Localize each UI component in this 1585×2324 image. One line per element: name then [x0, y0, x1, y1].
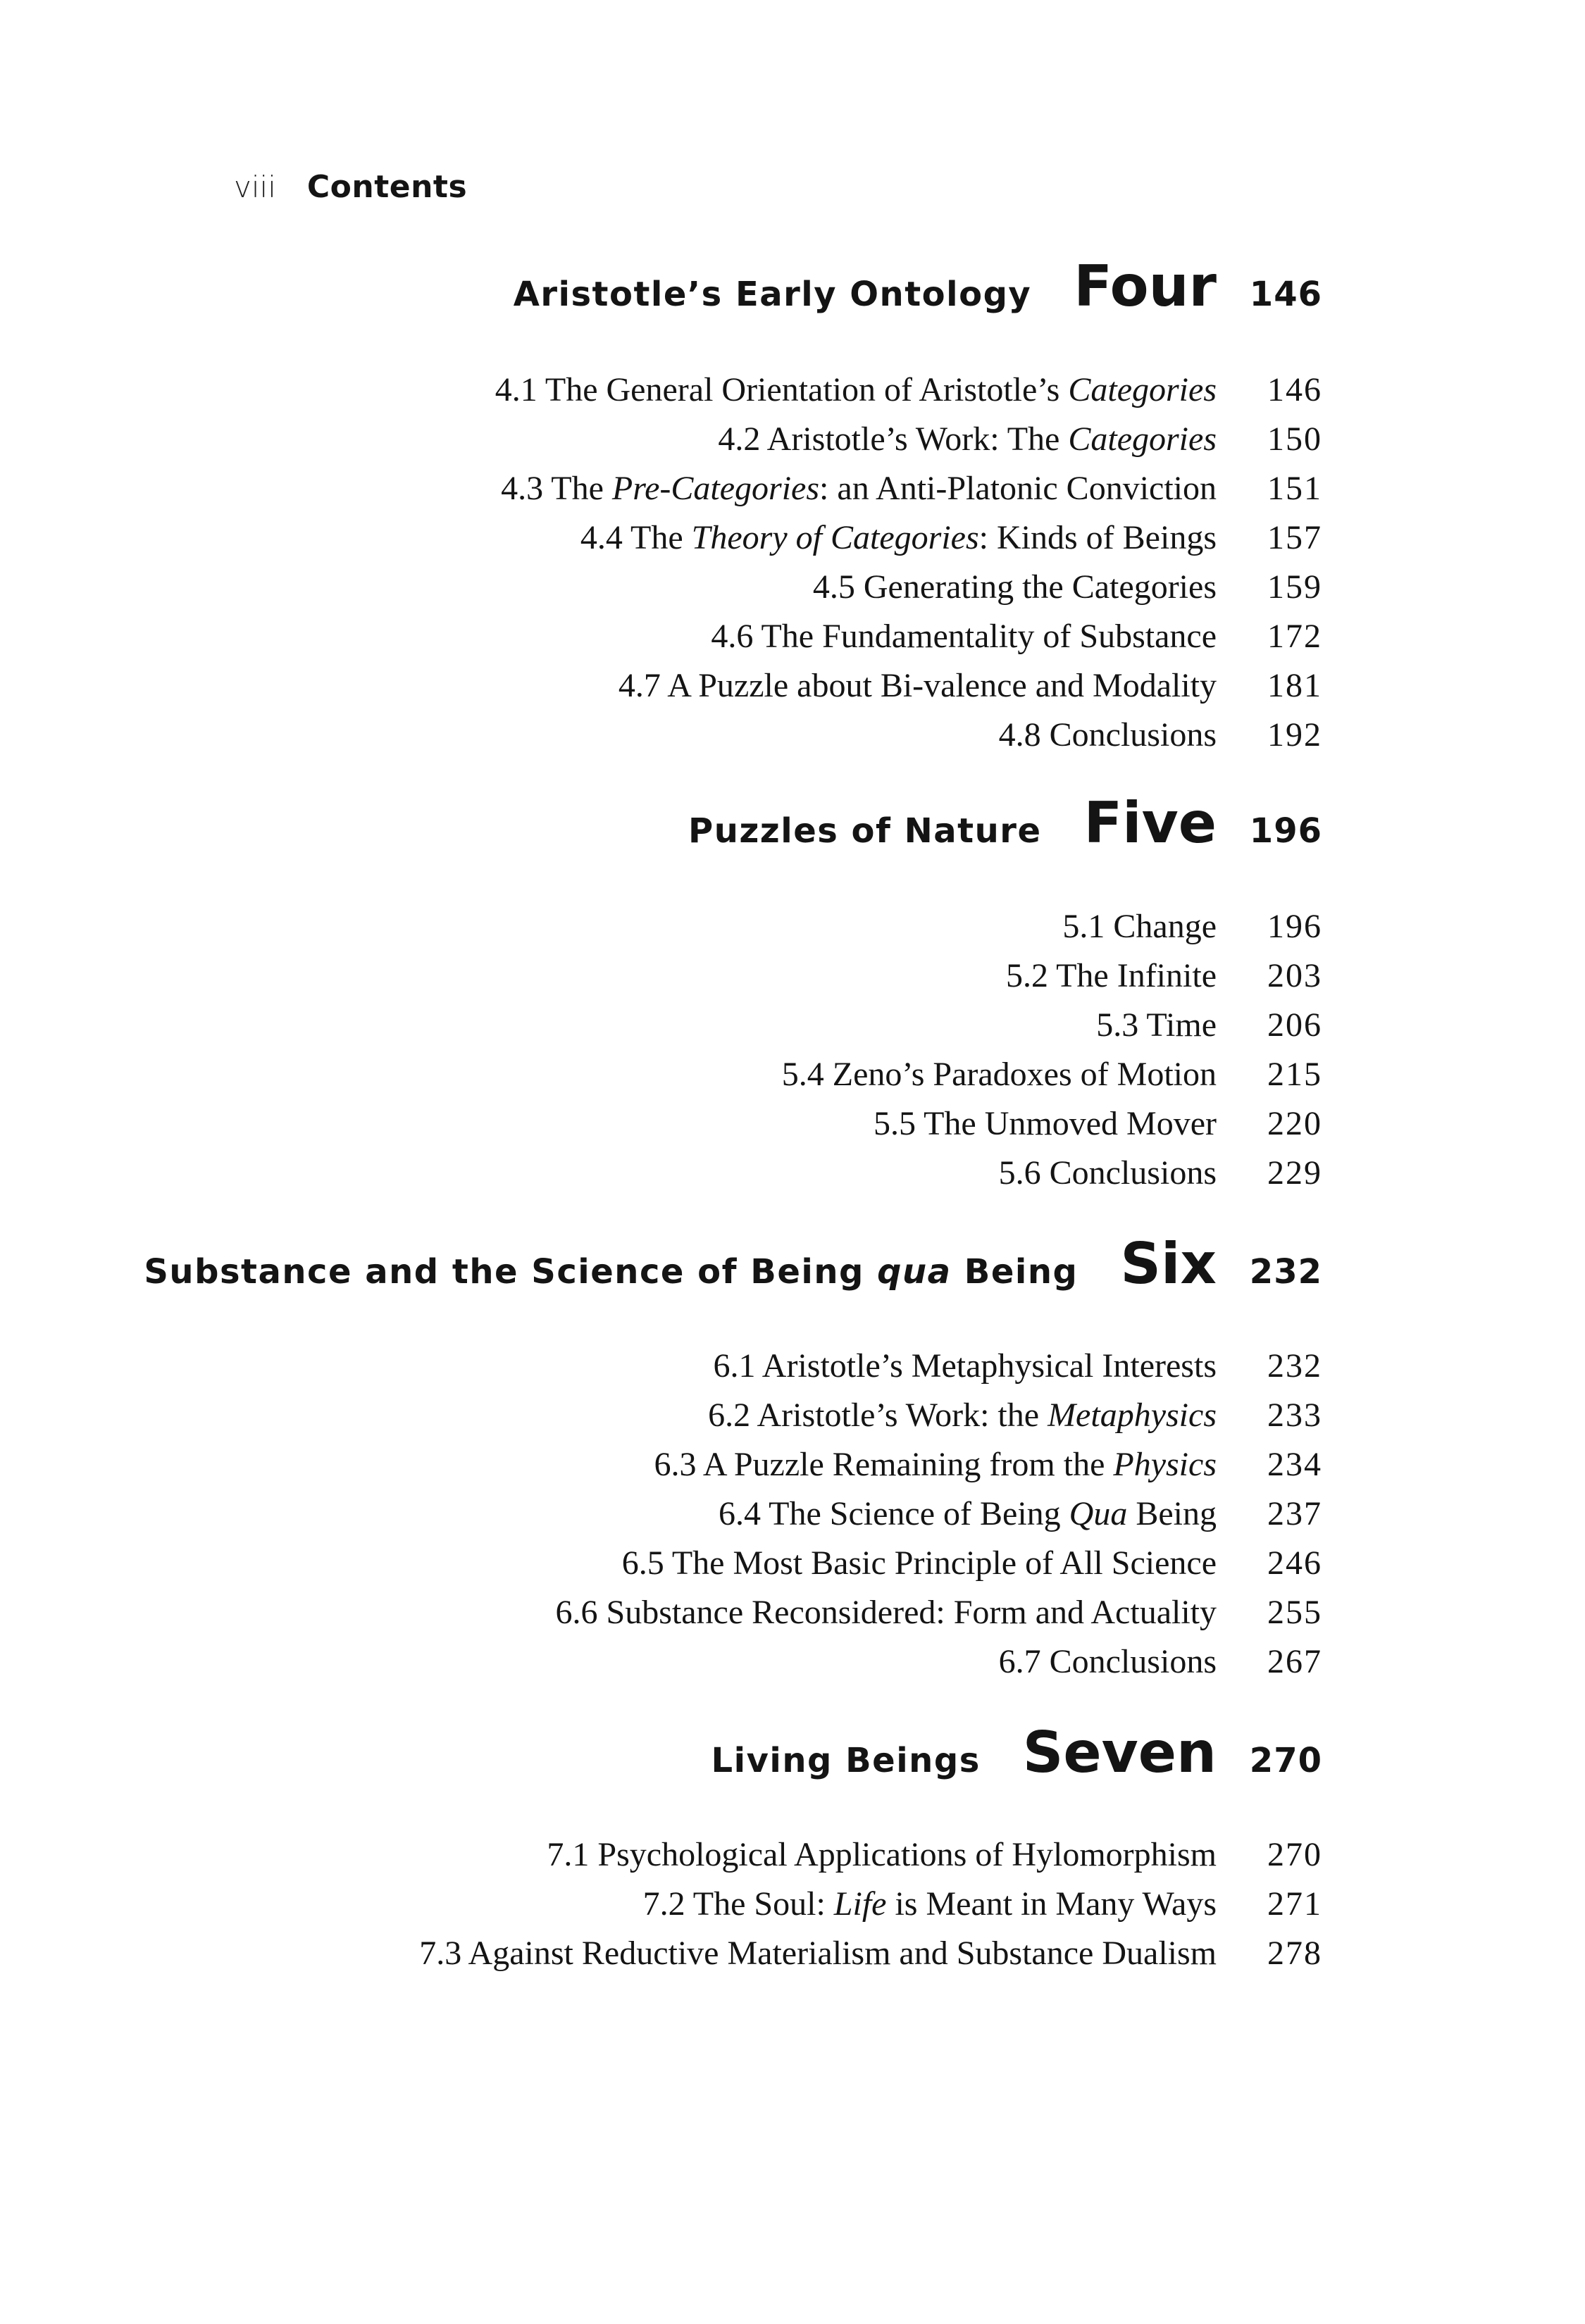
toc-entry[interactable]: [0, 1642, 1322, 1692]
toc-entry-page: 150: [1267, 420, 1322, 458]
chapter-title: Aristotle’s Early Ontology: [513, 275, 1032, 314]
chapter-title: Living Beings: [711, 1741, 981, 1780]
toc-entry-page: 159: [1267, 568, 1322, 606]
toc-entry-title: 7.1 Psychological Applications of Hylomorphism: [547, 1836, 1217, 1873]
toc-entry[interactable]: [0, 956, 1322, 1006]
toc-entry-title: 4.7 A Puzzle about Bi-valence and Modality: [618, 667, 1217, 704]
toc-entry[interactable]: [0, 907, 1322, 956]
toc-entry-title: 5.2 The Infinite: [1005, 957, 1217, 994]
toc-entry-title: 4.5 Generating the Categories: [812, 568, 1217, 606]
chapter-heading[interactable]: [0, 1720, 1322, 1785]
toc-entry-title: 7.2 The Soul: Life is Meant in Many Ways: [642, 1885, 1217, 1923]
toc-entry-title: 6.7 Conclusions: [998, 1643, 1217, 1680]
toc-entry-title: 6.2 Aristotle’s Work: the Metaphysics: [708, 1397, 1217, 1434]
chapter-number: Five: [1083, 790, 1217, 856]
toc-entry-title: 5.4 Zeno’s Paradoxes of Motion: [781, 1056, 1217, 1093]
chapter-page-number: 146: [1249, 275, 1322, 314]
toc-entry[interactable]: [0, 1006, 1322, 1055]
toc-entry[interactable]: [0, 1154, 1322, 1203]
toc-entry-title: 4.3 The Pre-Categories: an Anti-Platonic Conviction: [501, 470, 1217, 507]
chapter-page-number: 270: [1249, 1741, 1322, 1780]
toc-entry-page: 271: [1267, 1885, 1322, 1923]
toc-entry-title: 5.5 The Unmoved Mover: [873, 1105, 1217, 1142]
toc-entry-page: 229: [1267, 1154, 1322, 1192]
chapter-heading[interactable]: [0, 790, 1322, 856]
toc-entry[interactable]: [0, 716, 1322, 765]
toc-entry[interactable]: [0, 1104, 1322, 1154]
toc-entry[interactable]: [0, 469, 1322, 518]
toc-entry[interactable]: [0, 518, 1322, 568]
toc-entry[interactable]: [0, 370, 1322, 420]
toc-entry-page: 151: [1267, 470, 1322, 507]
toc-entry-page: 233: [1267, 1397, 1322, 1434]
toc-entry-page: 255: [1267, 1594, 1322, 1631]
toc-entry[interactable]: [0, 1445, 1322, 1494]
toc-entry-page: 215: [1267, 1056, 1322, 1093]
chapter-title: Puzzles of Nature: [688, 811, 1042, 851]
toc-entry-title: 6.3 A Puzzle Remaining from the Physics: [654, 1446, 1217, 1483]
toc-entry[interactable]: [0, 1494, 1322, 1544]
running-head: [234, 169, 467, 211]
toc-entry-title: 4.4 The Theory of Categories: Kinds of Beings: [580, 519, 1217, 556]
toc-entry-page: 267: [1267, 1643, 1322, 1680]
chapter-title: Substance and the Science of Being qua Being: [144, 1252, 1079, 1292]
toc-entry-page: 196: [1267, 908, 1322, 945]
toc-entry-title: 6.5 The Most Basic Principle of All Science: [621, 1544, 1217, 1582]
chapter-heading[interactable]: [0, 1231, 1322, 1297]
toc-entry-title: 6.6 Substance Reconsidered: Form and Actuality: [555, 1594, 1217, 1631]
toc-entry[interactable]: [0, 617, 1322, 666]
toc-entry[interactable]: [0, 1835, 1322, 1885]
toc-entry-title: 7.3 Against Reductive Materialism and Substance Dualism: [419, 1935, 1217, 1972]
toc-entry[interactable]: [0, 1934, 1322, 1983]
toc-entry-title: 4.6 The Fundamentality of Substance: [711, 618, 1217, 655]
toc-entry[interactable]: [0, 666, 1322, 716]
chapter-number: Six: [1120, 1231, 1217, 1297]
toc-entry-page: 246: [1267, 1544, 1322, 1582]
toc-entry[interactable]: [0, 568, 1322, 617]
toc-entry-page: 172: [1267, 618, 1322, 655]
toc-entry-page: 232: [1267, 1347, 1322, 1385]
toc-entry-page: 146: [1267, 371, 1322, 408]
toc-entry-page: 278: [1267, 1935, 1322, 1972]
toc-entry-page: 157: [1267, 519, 1322, 556]
toc-entry-page: 181: [1267, 667, 1322, 704]
toc-entry-title: 5.1 Change: [1062, 908, 1217, 945]
toc-entry[interactable]: [0, 1544, 1322, 1593]
toc-entry-title: 4.2 Aristotle’s Work: The Categories: [718, 420, 1217, 458]
toc-entry[interactable]: [0, 420, 1322, 469]
toc-entry-title: 5.3 Time: [1096, 1006, 1217, 1044]
chapter-page-number: 232: [1249, 1252, 1322, 1292]
chapter-number: Seven: [1022, 1720, 1217, 1785]
toc-entry-page: 234: [1267, 1446, 1322, 1483]
toc-entry-title: 4.1 The General Orientation of Aristotle’s Categories: [495, 371, 1217, 408]
toc-entry-title: 4.8 Conclusions: [998, 716, 1217, 754]
toc-entry[interactable]: [0, 1885, 1322, 1934]
toc-entry-page: 270: [1267, 1836, 1322, 1873]
chapter-page-number: 196: [1249, 811, 1322, 851]
page-folio: viii: [234, 170, 276, 204]
running-head-title: Contents: [306, 169, 468, 205]
toc-entry-title: 6.4 The Science of Being Qua Being: [719, 1495, 1217, 1532]
toc-entry-page: 220: [1267, 1105, 1322, 1142]
toc-entry-page: 192: [1267, 716, 1322, 754]
chapter-heading[interactable]: [0, 254, 1322, 319]
toc-entry-title: 5.6 Conclusions: [998, 1154, 1217, 1192]
toc-entry-page: 237: [1267, 1495, 1322, 1532]
toc-entry[interactable]: [0, 1055, 1322, 1104]
toc-entry-page: 206: [1267, 1006, 1322, 1044]
toc-entry-page: 203: [1267, 957, 1322, 994]
toc-entry-title: 6.1 Aristotle’s Metaphysical Interests: [713, 1347, 1217, 1385]
toc-entry[interactable]: [0, 1347, 1322, 1396]
toc-entry[interactable]: [0, 1396, 1322, 1445]
chapter-number: Four: [1074, 254, 1217, 319]
toc-entry[interactable]: [0, 1593, 1322, 1642]
